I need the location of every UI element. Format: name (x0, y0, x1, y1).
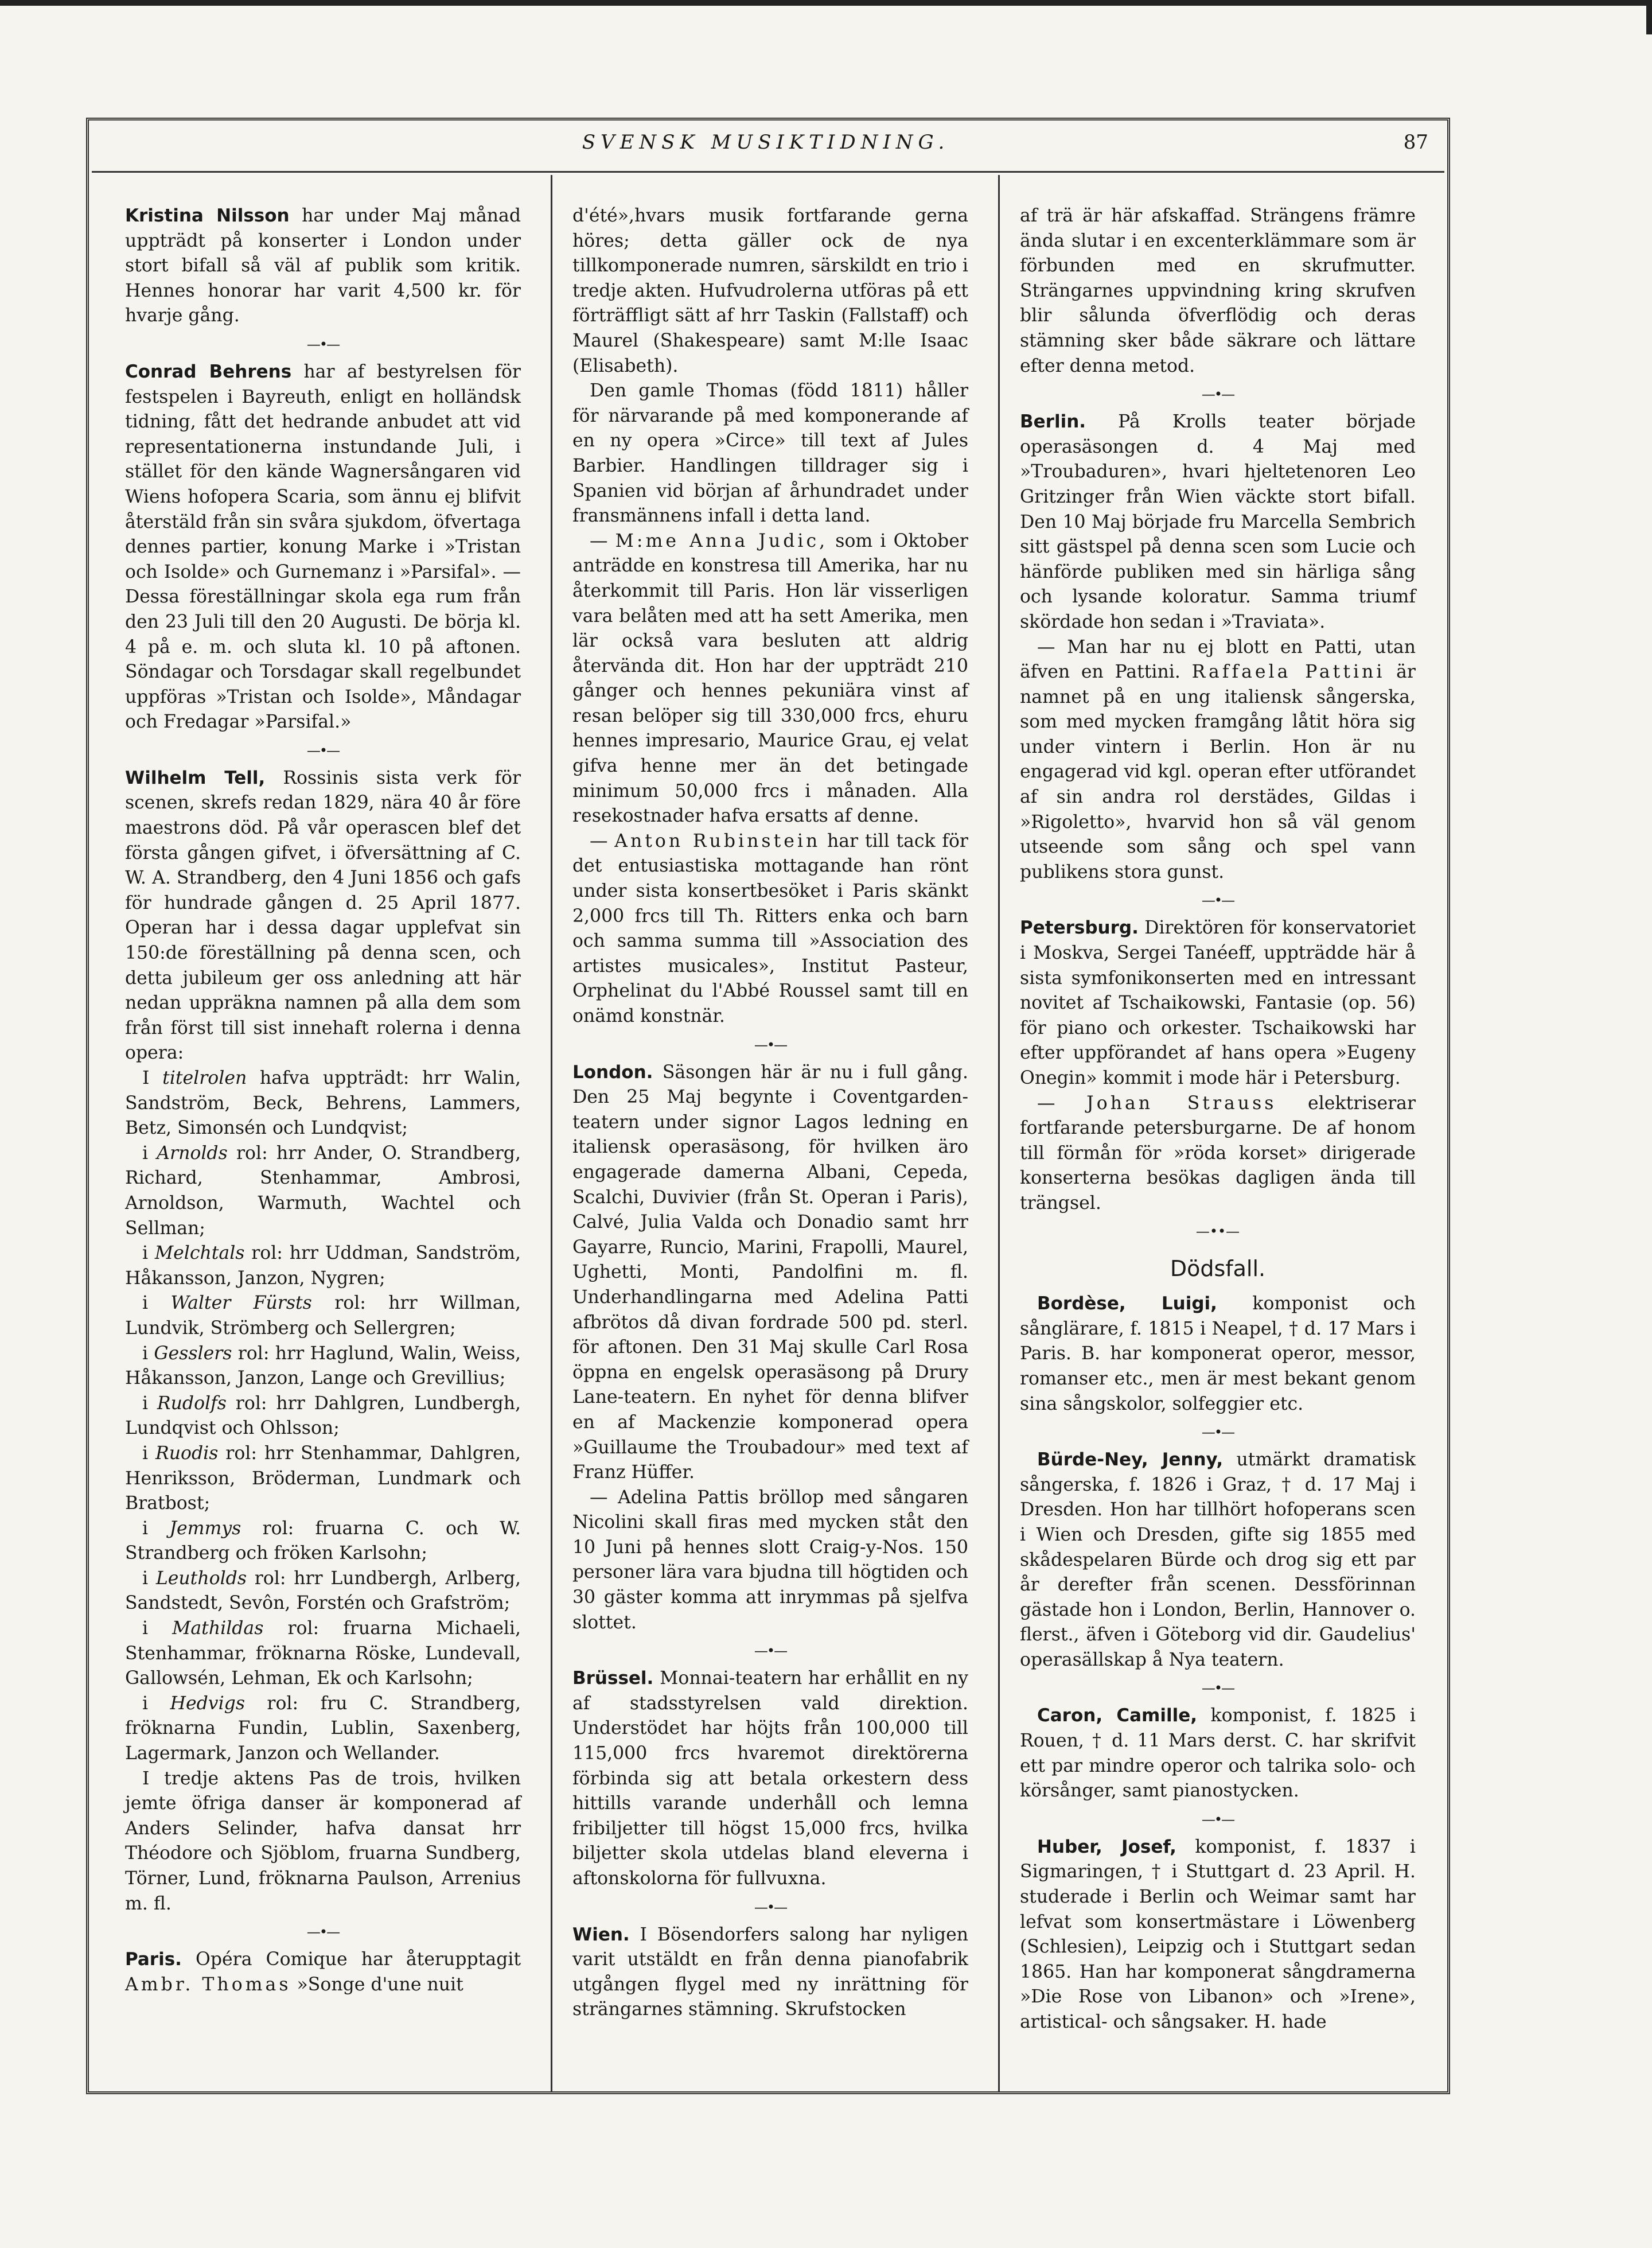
article-strauss: — Johan Strauss elektriserar fortfarande petersburgarne. De af honom till förmån för »röda korset» dirigerade konserterna besökas dagligen ända till trängsel. (1020, 1092, 1416, 1214)
column-right (1020, 204, 1416, 2035)
obituary-name: Bordèse, Luigi, (1037, 1293, 1217, 1314)
role-name: titelrolen (162, 1068, 247, 1088)
role-entry (125, 1341, 521, 1391)
person-name: Ambr. Thomas (125, 1974, 291, 1995)
article-text: I Bösendorfers salong har nyligen varit utstäldt en från denna pianofabrik utgången flygel med ny inrättning för strängarnes stämning. Skrufstocken (572, 1924, 968, 2020)
article-text: Opéra Comique har återupptagit (181, 1949, 521, 1970)
article-lead: Berlin. (1020, 411, 1086, 433)
article-thomas: Den gamle Thomas (född 1811) håller för närvarande på med komponerande af en ny opera »Circe» till text af Jules Barbier. Handlingen tilldrager sig i Spanien vid början af århundradet under fransmännens infall i detta land. (572, 380, 968, 527)
role-text: rol: hrr Haglund, Walin, Weiss, Håkansson, Janzon, Lange och Grevillius; (125, 1343, 521, 1389)
article-lead: London. (572, 1061, 653, 1083)
article-lead: Kristina Nilsson (125, 205, 290, 226)
obituary (1020, 1835, 1416, 2035)
page-number: 87 (1403, 131, 1428, 154)
role-prefix: i (142, 1142, 157, 1164)
obituary-name: Huber, Josef, (1037, 1836, 1176, 1857)
article-lead: Paris. (125, 1949, 182, 1970)
article-text: Säsongen här är nu i full gång. Den 25 Maj begynte i Coventgarden-teatern under signor Lagos ledning en italiensk operasäsong, för hvilken äro engagerade damerna Albani, Cepeda, Scalchi, Duvivier (från St. Operan i Paris), Calvé, Julia Valda och Donadio samt hrr Gayarre, Runcio, Marini, Frapolli, Maurel, Ughetti, Monti, Pandolfini m. fl. Underhandlingarna med Adelina Patti afbrötos då divan fordrade 500 pd. sterl. för aftonen. Den 31 Maj skulle Carl Rosa öppna en engelsk operasäsong på Drury Lane-teatern. En nyhet för denna blifver en af Mackenzie komponerad opera »Guillaume the Troubadour» med text af Franz Hüffer. (572, 1061, 968, 1483)
role-prefix: i (142, 1442, 155, 1464)
article-tell (125, 766, 521, 1066)
role-text: rol: hrr Dahlgren, Lundbergh, Lundqvist och Ohlsson; (125, 1393, 521, 1439)
article-text: har under Maj månad uppträdt på konserter i London under stort bifall så väl af publik som kritik. Hennes honorar har varit 4,500 kr. för hvarje gång. (125, 205, 521, 326)
article-text: har till tack för det entusiastiska mottagande han rönt under sista konsertbesöket i Paris skänkt 2,000 frcs till Th. Ritters enka och barn och samma summa till »Association des artistes musicales», Institut Pasteur, Orphelinat du l'Abbé Roussel samt till en onämd konstnär. (572, 830, 968, 1026)
role-prefix: i (142, 1393, 157, 1414)
article-tell-end: I tredje aktens Pas de trois, hvilken jemte öfriga danser är komponerad af Anders Selinder, hafva dansat hrr Théodore och Sjöblom, fruarna Sundberg, Törner, Lund, fröknarna Paulson, Arrenius m. fl. (125, 1768, 521, 1914)
article-text: På Krolls teater började operasäsongen d. 4 Maj med »Troubaduren», hvari hjeltetenoren Leo Gritzinger från Wien väckte stort bifall. Den 10 Maj började fru Marcella Sembrich sitt gästspel på denna scen som Lucie och hänförde publiken med sin härliga sång och lysande koloratur. Samma triumf skördade hon sedan i »Traviata». (1020, 411, 1416, 632)
article-judic: — M:me Anna Judic, som i Oktober anträdde en konstresa till Amerika, har nu återkommit till Paris. Hon lär visserligen vara belåten med att ha sett Amerika, men lär också vara besluten att aldrig återvända dit. Hon har der uppträdt 210 gånger och hennes pekuniära vinst af resan belöper sig till 330,000 frcs, ehuru hennes impresario, Maurice Grau, ej velat gifva henne mer än det betingade minimum 50,000 frcs i månaden. Alla resekostnader hafva ersatts af denne. (572, 530, 968, 827)
role-text: rol: hrr Willman, Lundvik, Strömberg och Sellergren; (125, 1293, 521, 1339)
scan-border-top (0, 0, 1652, 6)
article-lead: Wilhelm Tell, (125, 767, 266, 788)
article-lead: Brüssel. (572, 1668, 654, 1689)
column-rule-2 (998, 175, 1000, 2091)
separator: —•— (306, 1924, 340, 1940)
role-entry (125, 1516, 521, 1566)
role-name: Jemmys (169, 1518, 241, 1539)
obituary-name: Bürde-Ney, Jenny, (1037, 1449, 1224, 1471)
obituary (1020, 1448, 1416, 1673)
role-entry (125, 1241, 521, 1291)
article-paris (125, 1947, 521, 1997)
article-text: Monnai-teatern har erhållit en ny af stadsstyrelsen vald direktion. Understödet har höjts från 100,000 till 115,000 frcs hvaremot direktörerna förbinda sig att betala orkestern dess hittills varande underhåll och lemna fribiljetter till högst 15,000 frcs, hvilka biljetter skola utdelas bland eleverna i aftonskolorna för fullvuxna. (572, 1668, 968, 1889)
role-entry (125, 1566, 521, 1616)
role-prefix: i (142, 1293, 171, 1314)
person-name: Johan Strauss (1086, 1092, 1277, 1114)
article-rubinstein: — Anton Rubinstein har till tack för det entusiastiska mottagande han rönt under sista konsertbesöket i Paris skänkt 2,000 frcs till Th. Ritters enka och barn och samma summa till »Association des artistes musicales», Institut Pasteur, Orphelinat du l'Abbé Roussel samt till en onämd konstnär. (572, 830, 968, 1026)
section-heading: Dödsfall. (1170, 1255, 1266, 1281)
separator: —•— (306, 336, 340, 352)
article-text: — Man har nu ej blott en Patti, utan äfven en Pattini. (1020, 636, 1416, 683)
article-text: som i Oktober anträdde en konstresa till Amerika, har nu återkommit till Paris. Hon lär visserligen vara belåten med att ha sett Amerika, men lär också vara besluten att aldrig återvända dit. Hon har der uppträdt 210 gånger och hennes pekuniära vinst af resan belöper sig till 330,000 frcs, ehuru hennes impresario, Maurice Grau, ej velat gifva henne mer än det betingade minimum 50,000 frcs i månaden. Alla resekostnader hafva ersatts af denne. (572, 530, 968, 827)
role-name: Melchtals (154, 1243, 245, 1264)
role-text: rol: hrr Uddman, Sandström, Håkansson, Janzon, Nygren; (125, 1243, 521, 1289)
role-text: rol: fru C. Strandberg, fröknarna Fundin, Lublin, Saxenberg, Lagermark, Janzon och Wellander. (125, 1693, 521, 1764)
separator: —•— (1201, 386, 1234, 403)
separator: —•— (1201, 1424, 1234, 1441)
obituary-text: komponist, f. 1837 i Sigmaringen, † i Stuttgart d. 23 April. H. studerade i Berlin och Weimar samt har lefvat som konsertmästare i Löwenberg (Schlesien), Leipzig och i Stuttgart sedan 1865. Han har komponerat sångdramerna »Die Rose von Libanon» och »Irene», artistical- och sångsaker. H. hade (1020, 1836, 1416, 2032)
role-prefix: i (142, 1568, 156, 1589)
article-lead: Wien. (572, 1924, 630, 1945)
article-wien-cont: af trä är här afskaffad. Strängens främre ända slutar i en excenterklämmare som är förbunden med en skrufmutter. Strängarnes uppvindning kring skrufven blir sålunda öfverflödig och deras stämning sker både säkrare och lättare efter denna metod. (1020, 205, 1416, 376)
person-name: Raffaela Pattini (1191, 662, 1385, 683)
role-entry (125, 1291, 521, 1341)
role-entry (125, 1141, 521, 1241)
page-header (92, 131, 1440, 171)
article-berlin (1020, 410, 1416, 635)
article-text: har af bestyrelsen för festspelen i Bayreuth, enligt en holländsk tidning, fått det hedrande anbudet att vid representationerna instundande Juli, i stället för den kände Wagnersångaren vid Wiens hofopera Scaria, som ännu ej blifvit återstäld från sin svåra sjukdom, öfvertaga dennes partier, konung Marke i »Tristan och Isolde» och Gurnemanz i »Parsifal». — Dessa föreställningar skola ega rum från den 23 Juli till den 20 Augusti. De börja kl. 4 på e. m. och sluta kl. 10 på aftonen. Söndagar och Torsdagar skall regelbundet uppföras »Tristan och Isolde», Måndagar och Fredagar »Parsifal.» (125, 361, 521, 733)
article-paris-cont: d'été»,hvars musik fortfarande gerna höres; detta gäller ock de nya tillkomponerade numren, särskildt en trio i tredje akten. Hufvudrolerna utföras på ett förträffligt sätt af hrr Taskin (Fallstaff) och Maurel (Shakespeare) samt M:lle Isaac (Elisabeth). (572, 205, 969, 376)
role-name: Arnolds (157, 1142, 228, 1164)
role-text: rol: hrr Ander, O. Strandberg, Richard, Stenhammar, Ambrosi, Arnoldson, Warmuth, Wachtel och Sellman; (125, 1142, 521, 1239)
separator: —•— (754, 1899, 787, 1915)
article-text: elektriserar fortfarande petersburgarne. De af honom till förmån för »röda korset» dirigerade konserterna besökas dagligen ända till trängsel. (1020, 1092, 1416, 1214)
obituary-name: Caron, Camille, (1037, 1705, 1198, 1726)
article-behrens (125, 360, 521, 735)
person-name: Anton Rubinstein (614, 830, 821, 851)
article-patti: — Adelina Pattis bröllop med sångaren Nicolini skall firas med mycken ståt den 10 Juni på hennes slott Craig-y-Nos. 150 personer lära vara bjudna till högtiden och 30 gäster komma att inrymmas på sjelfva slottet. (572, 1487, 968, 1633)
person-name: M:me Anna Judic, (615, 530, 828, 551)
role-text: hafva uppträdt: hrr Walin, Sandström, Beck, Behrens, Lammers, Betz, Simonsén och Lundqvist; (125, 1068, 521, 1139)
role-prefix: I (142, 1068, 163, 1088)
role-name: Rudolfs (157, 1393, 227, 1414)
article-wien (572, 1923, 968, 2023)
double-separator: —••— (1195, 1223, 1240, 1239)
obituary (1020, 1292, 1416, 1417)
role-name: Ruodis (155, 1442, 219, 1464)
article-pattini (1020, 635, 1416, 885)
scan-border-right (1646, 0, 1652, 34)
role-entry (125, 1391, 521, 1441)
column-middle (572, 204, 968, 2023)
separator: —•— (754, 1036, 787, 1053)
separator: —•— (754, 1643, 787, 1659)
article-nilsson (125, 204, 521, 329)
role-text: rol: fruarna Michaeli, Stenhammar, fröknarna Röske, Lundevall, Gallowsén, Lehman, Ek och Karlsohn; (125, 1618, 521, 1689)
separator: —•— (306, 742, 340, 759)
obituary-text: komponist och sånglärare, f. 1815 i Neapel, † d. 17 Mars i Paris. B. har komponerat operor, messor, romanser etc., men är mest bekant genom sina sångskolor, solfeggier etc. (1020, 1293, 1416, 1414)
column-rule-1 (551, 175, 552, 2091)
article-london (572, 1060, 968, 1485)
role-prefix: i (142, 1618, 173, 1639)
role-entry (125, 1441, 521, 1516)
role-text: rol: hrr Lundbergh, Arlberg, Sandstedt, Sevôn, Forstén och Grafström; (125, 1568, 521, 1614)
header-rule (92, 171, 1444, 173)
role-name: Leutholds (155, 1568, 247, 1589)
article-text: »Songe d'une nuit (291, 1974, 463, 1995)
role-entry (125, 1616, 521, 1691)
obituary-text: komponist, f. 1825 i Rouen, † d. 11 Mars derst. C. har skrifvit ett par mindre operor och talrika solo- och körsånger, samt pianostycken. (1020, 1705, 1416, 1802)
obituary (1020, 1703, 1416, 1803)
role-name: Gesslers (154, 1343, 232, 1364)
separator: —•— (1201, 1811, 1234, 1827)
article-text: Direktören för konservatoriet i Moskva, Sergei Tanéeff, uppträdde här å sista symfonikonserten med en intressant novitet af Tschaikowski, Fantasie (op. 56) för piano och orkester. Tschaikowski har efter uppförandet af hans opera »Eugeny Onegin» kommit i mode här i Petersburg. (1020, 917, 1416, 1088)
role-text: rol: fruarna C. och W. Strandberg och fröken Karlsohn; (125, 1518, 521, 1564)
article-lead: Petersburg. (1020, 917, 1139, 939)
obituary-text: utmärkt dramatisk sångerska, f. 1826 i Graz, † d. 17 Maj i Dresden. Hon har tillhört hofoperans scen i Wien och Dresden, gifte sig 1855 med skådespelaren Bürde och drog sig ett par år derefter från scenen. Dessförinnan gästade hon i London, Berlin, Hannover o. flerst., äfven i Göteborg vid dir. Gaudelius' operasällskap å Nya teatern. (1020, 1449, 1416, 1670)
role-prefix: i (142, 1343, 154, 1364)
role-name: Walter Fürsts (170, 1293, 312, 1314)
running-title: SVENSK MUSIKTIDNING. (582, 131, 950, 154)
role-name: Hedvigs (170, 1693, 245, 1714)
role-entry (125, 1691, 521, 1767)
article-lead: Conrad Behrens (125, 361, 292, 382)
role-entry (125, 1066, 521, 1141)
article-text: Rossinis sista verk för scenen, skrefs redan 1829, nära 40 år före maestrons död. På vår operascen blef det första gången gifvet, i öfversättning af C. W. A. Strandberg, den 4 Juni 1856 och gafs för hundrade gången d. 25 April 1877. Operan har i dessa dagar upplefvat sin 150:de föreställning på denna scen, och detta jubileum ger oss anledning att här nedan uppräkna namnen på alla dem som från först till sist innehaft rolerna i denna opera: (125, 767, 521, 1064)
role-text: rol: hrr Stenhammar, Dahlgren, Henriksson, Bröderman, Lundmark och Bratbost; (125, 1442, 521, 1514)
separator: —•— (1201, 892, 1234, 909)
separator: —•— (1201, 1680, 1234, 1697)
article-text: är namnet på en ung italiensk sångerska, som med mycken framgång låtit höra sig under vintern i Berlin. Hon är nu engagerad vid kgl. operan efter utförandet af sin andra rol derstädes, Gildas i »Rigoletto», hvarvid hon så väl genom utseende som sång och spel vann publikens stora gunst. (1020, 662, 1416, 882)
article-brussel (572, 1666, 968, 1891)
column-left (125, 204, 521, 1997)
role-prefix: i (142, 1243, 155, 1264)
role-prefix: i (142, 1518, 170, 1539)
role-prefix: i (142, 1693, 170, 1714)
article-petersburg (1020, 916, 1416, 1091)
role-name: Mathildas (172, 1618, 264, 1639)
